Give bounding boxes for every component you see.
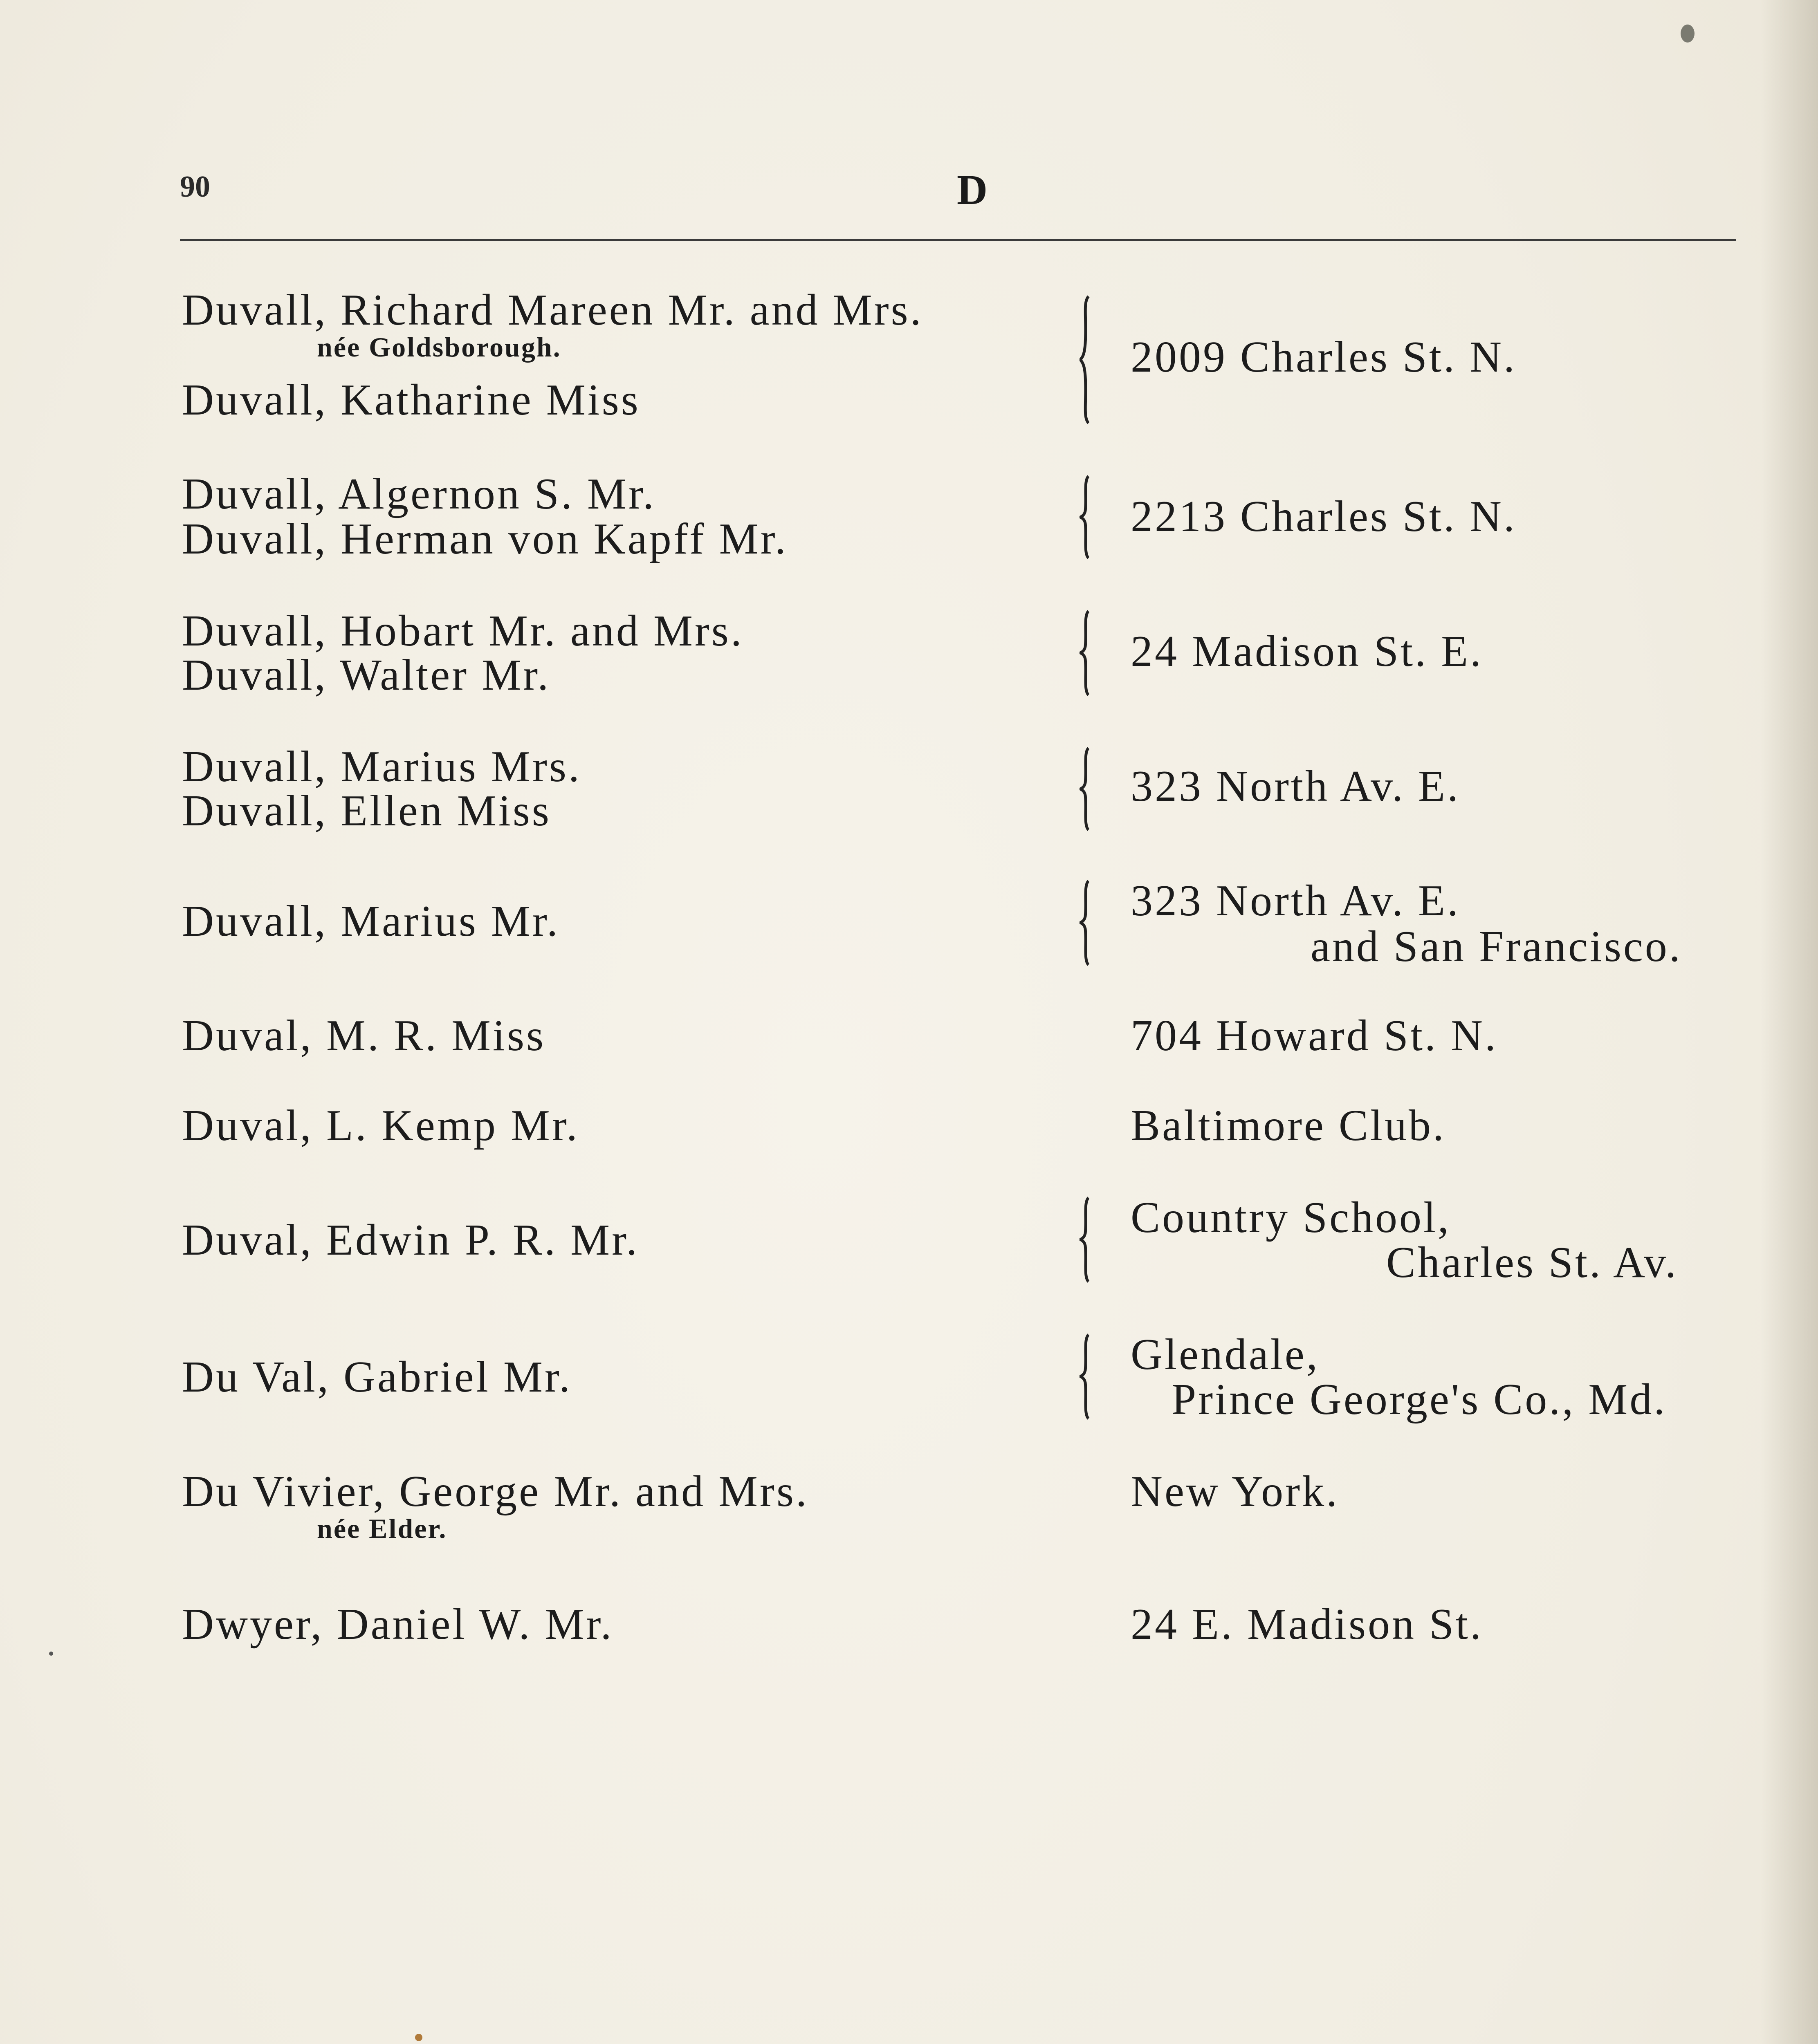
entry-name: Duvall, Katharine Miss — [182, 376, 640, 424]
entry-name: Duval, Edwin P. R. Mr. — [182, 1216, 640, 1264]
entry-address: 2213 Charles St. N. — [1131, 492, 1517, 541]
entry-address: Charles St. Av. — [1386, 1238, 1678, 1287]
entry-address: 2009 Charles St. N. — [1131, 333, 1517, 381]
brace-icon — [1080, 746, 1092, 832]
page-edge-shadow — [1761, 0, 1818, 2044]
entry-name: Du Val, Gabriel Mr. — [182, 1353, 572, 1401]
entry-name: Du Vivier, George Mr. and Mrs. — [182, 1467, 809, 1516]
entry-address: Glendale, — [1131, 1330, 1320, 1379]
entry-name: Duvall, Hobart Mr. and Mrs. — [182, 607, 744, 655]
entry-address: Country School, — [1131, 1193, 1451, 1242]
section-letter: D — [957, 166, 988, 213]
entry-name: Duvall, Richard Mareen Mr. and Mrs. — [182, 286, 923, 334]
paper-speck — [1681, 25, 1695, 43]
entry-name: Duval, M. R. Miss — [182, 1011, 546, 1060]
brace-icon — [1080, 879, 1092, 967]
entry-address: 323 North Av. E. — [1131, 876, 1460, 925]
entry-name: Duvall, Walter Mr. — [182, 651, 551, 699]
brace-icon — [1080, 294, 1092, 425]
entry-name: Dwyer, Daniel W. Mr. — [182, 1600, 614, 1649]
entry-name: Duval, L. Kemp Mr. — [182, 1101, 579, 1150]
entry-address: and San Francisco. — [1311, 922, 1682, 971]
brace-icon — [1080, 609, 1092, 697]
entry-address: Prince George's Co., Md. — [1172, 1375, 1667, 1424]
entry-address: 24 E. Madison St. — [1131, 1600, 1484, 1649]
paper-speck — [415, 2034, 422, 2041]
entry-name: Duvall, Ellen Miss — [182, 787, 551, 835]
entry-address: New York. — [1131, 1467, 1340, 1516]
brace-icon — [1080, 474, 1092, 560]
entry-address: 704 Howard St. N. — [1131, 1011, 1498, 1060]
entry-nee: née Goldsborough. — [317, 332, 561, 363]
entry-address: 24 Madison St. E. — [1131, 627, 1484, 676]
entry-name: Duvall, Herman von Kapff Mr. — [182, 515, 788, 563]
entry-address: 323 North Av. E. — [1131, 762, 1460, 811]
page-number: 90 — [180, 170, 210, 204]
entry-name: Duvall, Marius Mrs. — [182, 742, 581, 791]
brace-icon — [1080, 1196, 1092, 1284]
header-rule — [180, 239, 1736, 241]
brace-icon — [1080, 1333, 1092, 1421]
entry-name: Duvall, Marius Mr. — [182, 897, 560, 946]
paper-speck — [49, 1652, 53, 1656]
entry-name: Duvall, Algernon S. Mr. — [182, 470, 656, 518]
entry-nee: née Elder. — [317, 1513, 447, 1544]
entry-address: Baltimore Club. — [1131, 1101, 1446, 1150]
